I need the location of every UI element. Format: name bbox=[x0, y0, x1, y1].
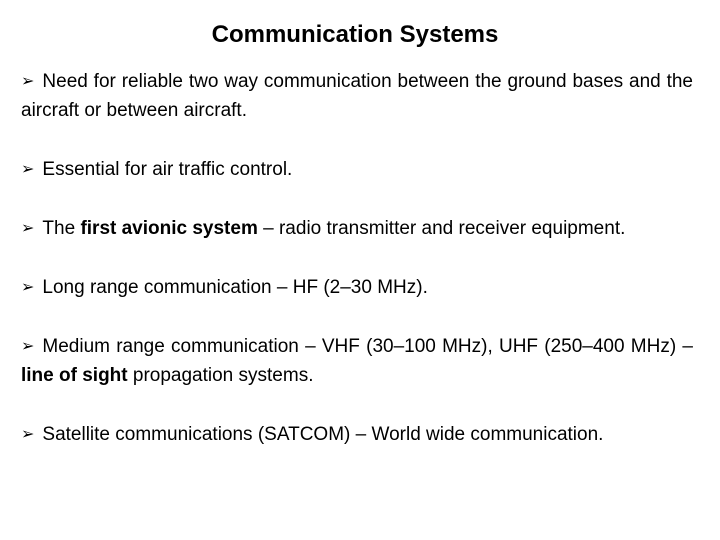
bullet-text-bold: line of sight bbox=[21, 365, 128, 386]
bullet-text: Essential for air traffic control. bbox=[42, 159, 293, 180]
bullet-item bbox=[21, 213, 693, 243]
bullet-item bbox=[21, 66, 693, 125]
arrow-bullet-icon: ➢ bbox=[21, 159, 35, 178]
slide-title: Communication Systems bbox=[211, 21, 499, 48]
bullet-item bbox=[21, 419, 693, 449]
arrow-bullet-icon: ➢ bbox=[21, 218, 35, 237]
bullet-text: Satellite communications (SATCOM) – World wide communication. bbox=[42, 424, 604, 445]
bullet-text-prefix: Medium range communication – VHF (30–100 MHz), UHF (250–400 MHz) – bbox=[42, 336, 693, 357]
bullet-item bbox=[21, 331, 693, 390]
bullet-text: Long range communication – HF (2–30 MHz). bbox=[42, 277, 428, 298]
arrow-bullet-icon: ➢ bbox=[21, 336, 35, 355]
bullet-text: Need for reliable two way communication between the ground bases and the aircraft or between aircraft. bbox=[21, 71, 693, 121]
bullet-list bbox=[21, 66, 693, 478]
arrow-bullet-icon: ➢ bbox=[21, 424, 35, 443]
bullet-text-suffix: propagation systems. bbox=[127, 365, 314, 386]
arrow-bullet-icon: ➢ bbox=[21, 71, 35, 90]
bullet-text-suffix: – radio transmitter and receiver equipment. bbox=[257, 218, 626, 239]
arrow-bullet-icon: ➢ bbox=[21, 277, 35, 296]
bullet-text-bold: first avionic system bbox=[80, 218, 258, 239]
bullet-text-prefix: The bbox=[42, 218, 81, 239]
bullet-item bbox=[21, 272, 693, 302]
bullet-item bbox=[21, 154, 693, 184]
